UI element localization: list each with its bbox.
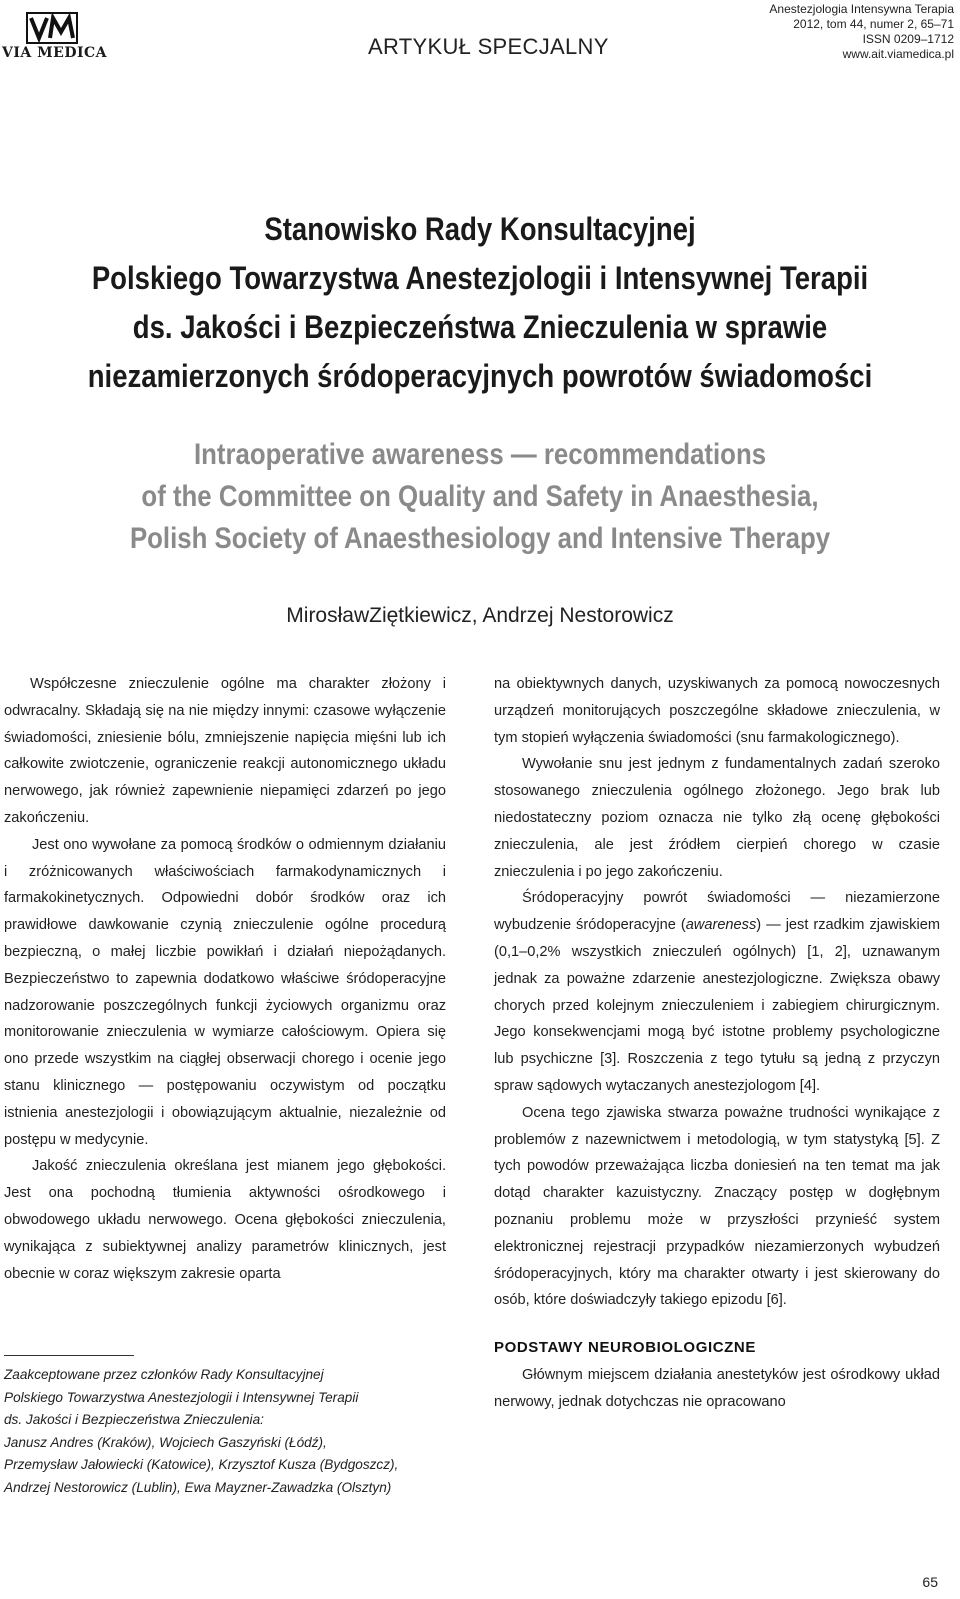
article-title — [67, 205, 893, 401]
paragraph: Wywołanie snu jest jednym z fundamentalnych zadań szeroko stosowanego znieczulenia ogólnego złożonego. Jego brak lub niedostateczny poziom oznacza nie tylko złą ocenę głębokości znieczulenia, ale jest źródłem cierpień chorego w czasie znieczulenia i po jego zakończeniu. — [494, 756, 940, 880]
right-column — [494, 671, 940, 1416]
paragraph: Współczesne znieczulenie ogólne ma charakter złożony i odwracalny. Składają się na nie między innymi: czasowe wyłączenie świadomości, zniesienie bólu, zmniejszenie napięcia mięśni lub ich całkowite zwiotczenie, ograniczenie reakcji autonomicznego układu nerwowego, jak również zapewnienie niepamięci zdarzeń po jego zakończeniu. — [4, 676, 446, 826]
footnote-divider — [4, 1355, 134, 1356]
footnote-line: Polskiego Towarzystwa Anestezjologii i Intensywnej Terapii — [4, 1389, 359, 1405]
paragraph — [494, 885, 940, 1099]
footnote-line: ds. Jakości i Bezpieczeństwa Znieczulenia: — [4, 1412, 264, 1428]
subtitle-line: Intraoperative awareness — recommendations — [193, 438, 767, 471]
subtitle-line: Polish Society of Anaesthesiology and Intensive Therapy — [129, 522, 831, 555]
title-line: Polskiego Towarzystwa Anestezjologii i Intensywnej Terapii — [91, 260, 869, 296]
emphasis-term: awareness — [685, 917, 757, 934]
title-line: niezamierzonych śródoperacyjnych powrotów świadomości — [87, 358, 873, 394]
subtitle-line: of the Committee on Quality and Safety in Anaesthesia, — [141, 480, 819, 513]
journal-url: www.ait.viamedica.pl — [842, 47, 954, 61]
spacer — [494, 1314, 940, 1335]
authors: MirosławZiętkiewicz, Andrzej Nestorowicz — [286, 604, 674, 627]
via-medica-logo — [0, 12, 110, 62]
footnote-line: Andrzej Nestorowicz (Lublin), Ewa Mayzner-Zawadzka (Olsztyn) — [4, 1479, 392, 1495]
section-heading: PODSTAWY NEUROBIOLOGICZNE — [494, 1339, 756, 1357]
section-label: ARTYKUŁ SPECJALNY — [368, 34, 609, 59]
title-line: ds. Jakości i Bezpieczeństwa Znieczulenia w sprawie — [132, 309, 828, 345]
page-number: 65 — [922, 1574, 938, 1590]
paragraph: Ocena tego zjawiska stwarza poważne trudności wynikające z problemów z nazewnictwem i metodologią, w tym statystyką [5]. Z tych powodów przeważająca liczba doniesień na ten temat ma jak dotąd charakter kazuistyczny. Znaczący postęp w dogłębnym poznaniu problemu może w przyszłości przynieść system elektronicznej rejestracji przypadków niezamierzonych wybudzeń śródoperacyjnych, który ma charakter otwarty i jest skierowany do osób, które doświadczyły takiego epizodu [6]. — [494, 1104, 940, 1309]
paragraph: Jakość znieczulenia określana jest mianem jego głębokości. Jest ona pochodną tłumienia aktywności ośrodkowego i obwodowego układu nerwowego. Ocena głębokości znieczulenia, wynikająca z subiektywnej analizy parametrów klinicznych, jest obecnie w coraz większym zakresie oparta — [4, 1158, 446, 1282]
vm-logo-icon — [26, 12, 78, 44]
paragraph: Głównym miejscem działania anestetyków jest ośrodkowy układ nerwowy, jednak dotychczas nie opracowano — [494, 1366, 940, 1410]
text-span: Śródoperacyjny powrót świadomości — niezamierzone wybudzenie śródoperacyjne ( — [494, 890, 940, 934]
footnote-line: Janusz Andres (Kraków), Wojciech Gaszyński (Łódź), — [4, 1434, 327, 1450]
journal-line: 2012, tom 44, numer 2, 65–71 — [793, 17, 954, 31]
footnote-line: Przemysław Jałowiecki (Katowice), Krzysztof Kusza (Bydgoszcz), — [4, 1457, 399, 1473]
footnote-line: Zaakceptowane przez członków Rady Konsultacyjnej — [4, 1367, 324, 1382]
paragraph: Jest ono wywołane za pomocą środków o odmiennym działaniu i zróżnicowanych właściwościach farmakodynamicznych i farmakokinetycznych. Odpowiedni dobór środków oraz ich prawidłowe dawkowanie czynią znieczulenie ogólne procedurą bezpieczną, o małej liczbie powikłań i działań niepożądanych. Bezpieczeństwo to zapewnia dodatkowo właściwe śródoperacyjne nadzorowanie poszczególnych funkcji życiowych organizmu oraz monitorowanie znieczulenia w wymiarze całościowym. Opiera się ono przede wszystkim na ciągłej obserwacji chorego i ocenie jego stanu klinicznego — postępowaniu oczywistym od początku istnienia anestezjologii i obowiązującym aktualnie, niezależnie od postępu w medycynie. — [4, 836, 446, 1148]
journal-info — [769, 2, 954, 62]
journal-line: ISSN 0209–1712 — [862, 32, 954, 46]
title-line: Stanowisko Rady Konsultacyjnej — [264, 211, 696, 247]
footnote — [4, 1364, 444, 1500]
left-column — [4, 671, 446, 1287]
logo-text: VIA MEDICA — [2, 45, 108, 61]
journal-line: Anestezjologia Intensywna Terapia — [769, 2, 954, 16]
paragraph: na obiektywnych danych, uzyskiwanych za pomocą nowoczesnych urządzeń monitorujących poszczególne składowe znieczulenia, w tym stopień wyłączenia świadomości (snu farmakologicznego). — [494, 676, 940, 746]
english-title — [67, 434, 893, 560]
text-span: ) — jest rzadkim zjawiskiem (0,1–0,2% wszystkich znieczuleń ogólnych) [1, 2], uznawanym jednak za poważne zdarzenie anestezjologiczne. Zwiększa obawy chorych przed kolejnym znieczuleniem i zabiegiem chirurgicznym. Jego konsekwencjami mogą być istotne problemy psychologiczne lub psychiczne [3]. Roszczenia z tego tytułu są jedną z przyczyn spraw sądowych wytaczanych anestezjologom [4]. — [494, 917, 940, 1094]
